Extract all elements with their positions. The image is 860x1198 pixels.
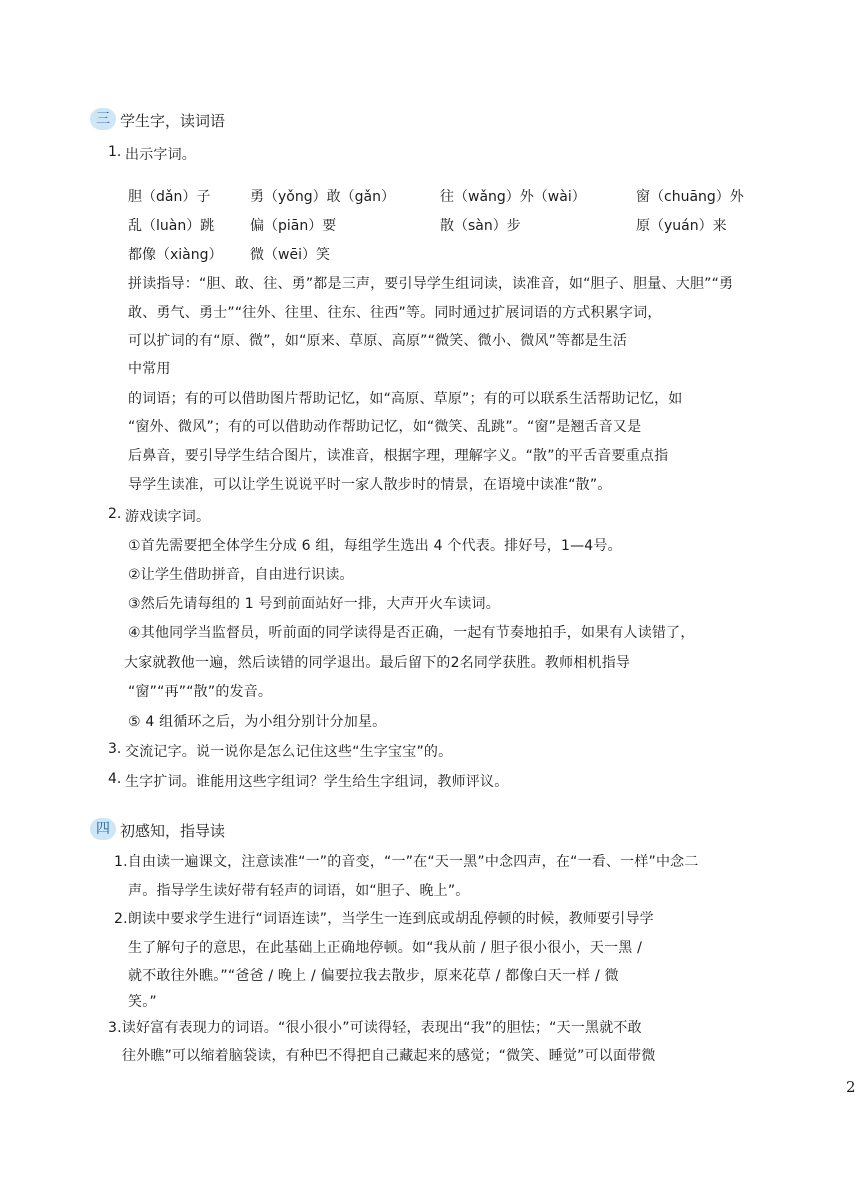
- word-cell: 偏（piān）要: [250, 218, 337, 234]
- word-cell: 窗（chuāng）外: [636, 189, 744, 205]
- guide-line: 拼读指导：“胆、敢、往、勇”都是三声，要引导学生组词读，读准音，如“胆子、胆量、大胆”“勇: [128, 276, 734, 292]
- item-number: 1.: [108, 144, 122, 160]
- read-item-3-line: 往外瞧”可以缩着脑袋读，有种巴不得把自己藏起来的感觉；“微笑、睡觉”可以面带微: [122, 1048, 656, 1064]
- read-item-2-line: 就不敢往外瞧。”“爸爸 / 晚上 / 偏要拉我去散步，原来花草 / 都像白天一样 / 微: [128, 968, 619, 984]
- item-text: 出示字词。: [125, 147, 196, 163]
- read-item-1-line: 1.自由读一遍课文，注意读准“一”的音变，“一”在“天一黑”中念四声，在“一看、一样”中念二: [114, 854, 699, 870]
- word-cell: 散（sàn）步: [440, 218, 521, 234]
- game-step: ①首先需要把全体学生分成 6 组，每组学生选出 4 个代表。排好号，1—4号。: [128, 538, 622, 554]
- guide-line: 的词语；有的可以借助图片帮助记忆，如“高原、草原”；有的可以联系生活帮助记忆，如: [128, 391, 683, 407]
- game-step: 大家就教他一遍，然后读错的同学退出。最后留下的2名同学获胜。教师相机指导: [124, 655, 631, 671]
- item-text: 交流记字。说一说你是怎么记住这些“生字宝宝”的。: [125, 744, 453, 760]
- guide-line: 中常用: [128, 361, 171, 377]
- read-item-3-line: 3.读好富有表现力的词语。“很小很小”可读得轻，表现出“我”的胆怯；“天一黑就不敢: [108, 1020, 642, 1036]
- game-step: ②让学生借助拼音，自由进行识读。: [128, 567, 354, 583]
- guide-line: 导学生读准，可以让学生说说平时一家人散步时的情景，在语境中读准“散”。: [128, 477, 612, 493]
- item-number: 3.: [108, 741, 122, 757]
- read-item-2-line: 2.朗读中要求学生进行“词语连读”，当学生一连到底或胡乱停顿的时候，教师要引导学: [114, 911, 654, 927]
- read-item-1-line: 声。指导学生读好带有轻声的词语，如“胆子、晚上”。: [128, 883, 470, 899]
- word-cell: 原（yuán）来: [636, 218, 727, 234]
- game-step: “窗”“再”“散”的发音。: [128, 684, 273, 700]
- game-step: ⑤ 4 组循环之后，为小组分别计分加星。: [128, 714, 387, 730]
- item-text: 游戏读字词。: [125, 509, 211, 525]
- word-cell: 往（wǎng）外（wài）: [440, 189, 586, 205]
- guide-line: 敢、勇气、勇士”“往外、往里、往东、往西”等。同时通过扩展词语的方式积累字词，: [128, 305, 662, 321]
- game-step: ③然后先请每组的 1 号到前面站好一排，大声开火车读词。: [128, 596, 500, 612]
- word-cell: 胆（dǎn）子: [128, 189, 211, 205]
- word-cell: 都像（xiàng）: [128, 247, 223, 263]
- read-item-2-line: 笑。”: [128, 994, 157, 1010]
- word-cell: 微（wēi）笑: [250, 247, 330, 263]
- game-step: ④其他同学当监督员，听前面的同学读得是否正确，一起有节奏地拍手，如果有人读错了，: [128, 625, 695, 641]
- item-number: 4.: [108, 771, 122, 787]
- guide-line: “窗外、微风”；有的可以借助动作帮助记忆，如“微笑、乱跳”。“窗”是翘舌音又是: [128, 419, 642, 435]
- section-title-4: 初感知，指导读: [120, 822, 226, 840]
- section-badge-4: 四: [90, 818, 116, 840]
- word-cell: 乱（luàn）跳: [128, 218, 215, 234]
- section-badge-3: 三: [90, 108, 116, 130]
- section-title-3: 学生字，读词语: [120, 112, 226, 130]
- item-text: 生字扩词。谁能用这些字组词？学生给生字组词，教师评议。: [125, 774, 509, 790]
- guide-line: 可以扩词的有“原、微”，如“原来、草原、高原”“微笑、微小、微风”等都是生活: [128, 333, 628, 349]
- guide-line: 后鼻音，要引导学生结合图片，读准音，根据字理，理解字义。“散”的平舌音要重点指: [128, 448, 669, 464]
- page-number: 2: [846, 1078, 856, 1096]
- word-cell: 勇（yǒng）敢（gǎn）: [250, 189, 395, 205]
- read-item-2-line: 生了解句子的意思，在此基础上正确地停顿。如“我从前 / 胆子很小很小，天一黑 /: [128, 940, 643, 956]
- item-number: 2.: [108, 506, 122, 522]
